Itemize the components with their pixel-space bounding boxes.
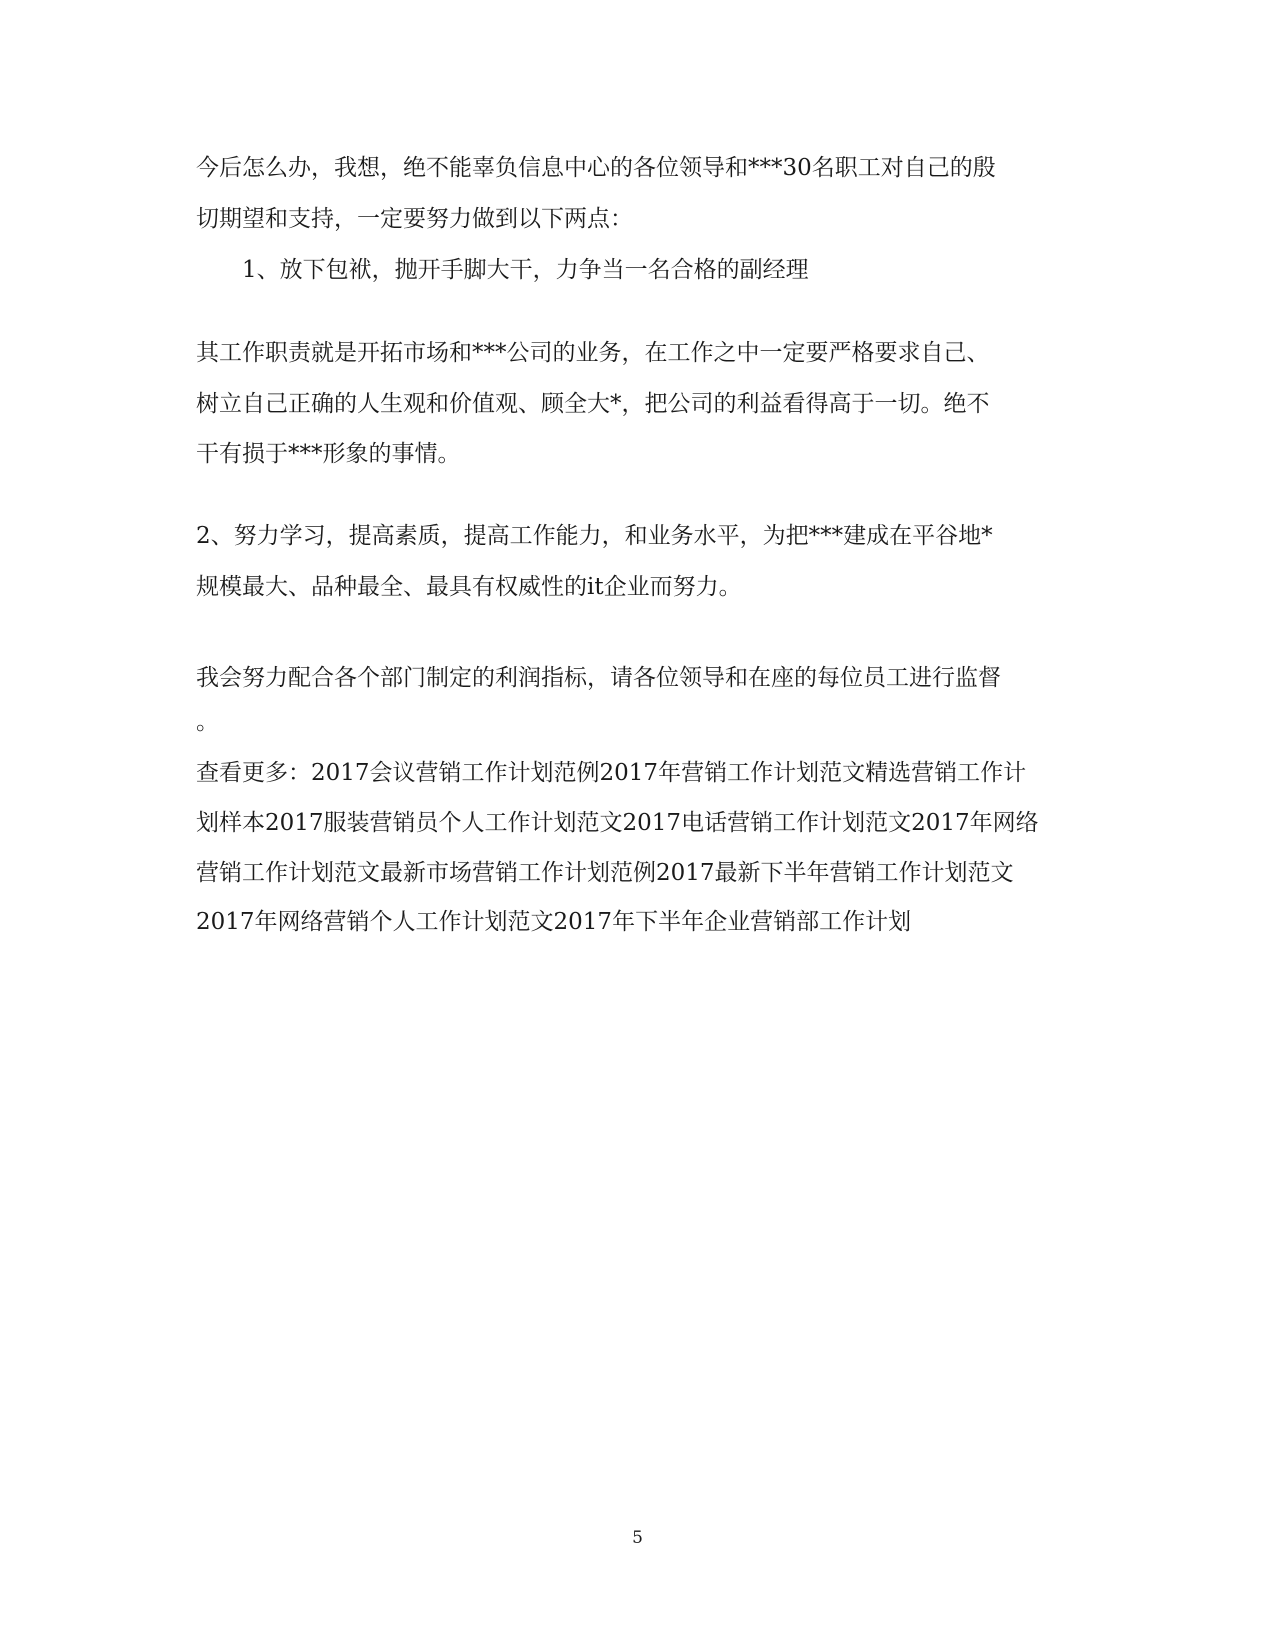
paragraph-2-line-3: 干有损于***形象的事情。 <box>196 441 461 467</box>
point-2-line-2: 规模最大、品种最全、最具有权威性的it企业而努力。 <box>196 574 742 600</box>
page-number: 5 <box>632 1528 643 1548</box>
more-links-line-1: 查看更多：2017会议营销工作计划范例2017年营销工作计划范文精选营销工作计 <box>196 760 1027 786</box>
paragraph-1-line-2: 切期望和支持，一定要努力做到以下两点： <box>196 206 633 232</box>
paragraph-2-line-2: 树立自己正确的人生观和价值观、顾全大*，把公司的利益看得高于一切。绝不 <box>196 391 990 417</box>
point-1-heading: 1、放下包袱，抛开手脚大干，力争当一名合格的副经理 <box>242 257 809 283</box>
more-links-line-4: 2017年网络营销个人工作计划范文2017年下半年企业营销部工作计划 <box>196 909 912 935</box>
paragraph-2-line-1: 其工作职责就是开拓市场和***公司的业务，在工作之中一定要严格要求自己、 <box>196 340 990 366</box>
paragraph-3-line-2: 。 <box>196 709 219 735</box>
more-links-line-2: 划样本2017服装营销员个人工作计划范文2017电话营销工作计划范文2017年网络 <box>196 810 1039 836</box>
paragraph-1-line-1: 今后怎么办，我想，绝不能辜负信息中心的各位领导和***30名职工对自己的殷 <box>196 155 996 181</box>
more-links-line-3: 营销工作计划范文最新市场营销工作计划范例2017最新下半年营销工作计划范文 <box>196 860 1014 886</box>
paragraph-3-line-1: 我会努力配合各个部门制定的利润指标，请各位领导和在座的每位员工进行监督 <box>196 665 1001 691</box>
point-2-line-1: 2、努力学习，提高素质，提高工作能力，和业务水平，为把***建成在平谷地* <box>196 523 993 549</box>
